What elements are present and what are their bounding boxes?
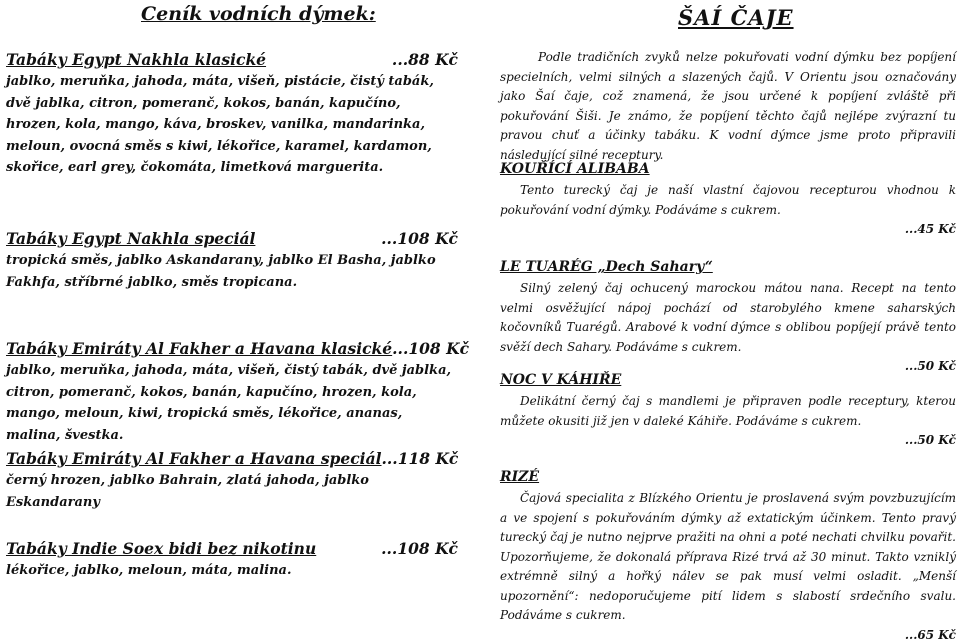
- tobacco-flavors: jablko, meruňka, jahoda, máta, višeň, pistácie, čistý tabák, dvě jablka, citron, pomeranč, kokos, banán, kapučíno, hrozen, kola, mango, káva, broskev, vanilka, mandarinka, meloun, ovocná směs s kiwi, lékořice, karamel, kardamon, skořice, earl grey, čokomáta, limetková marguerita.: [6, 74, 434, 175]
- tea-description: Čajová specialita z Blízkého Orientu je proslavená svým povzbuzujícím a ve spojení s pokuřováním dýmky až extatickým účinkem. Tento pravý turecký čaj je nutno nejprve pražiti na ohni a poté nechati chvilku povařit. Upozorňujeme, že dokonalá příprava Rizé trvá až 30 minut. Takto vzniklý extrémně silný a hořký nálev se pak musí velmi osladit. „Menší upozornění“: nedoporučujeme pití lidem s slabostí srdečního svalu. Podáváme s cukrem.: [500, 491, 956, 622]
- tea-description: Silný zelený čaj ochucený marockou mátou nana. Recept na tento velmi osvěžující nápoj pochází od starobylého kmene saharských kočovníků Tuarégů. Arabové k vodní dýmce s oblibou popíjejí právě tento svěží dech Sahary. Podáváme s cukrem.: [500, 281, 956, 354]
- tea-intro: Podle tradičních zvyků nelze pokuřovati vodní dýmku bez popíjení specielních, velmi silných a slazených čajů. V Orientu jsou označovány jako Šaí čaje, což znamená, že jsou určené k popíjení zvláště při pokuřování Šiši. Je známo, že popíjení těchto čajů nejlépe zvýrazní tu pravou chuť a účinky tabáku. K vodní dýmce jsme proto připravili následující silné receptury.: [500, 50, 956, 162]
- tea-price: ...45 Kč: [904, 222, 956, 236]
- tea-menu: [500, 0, 956, 642]
- tobacco-name: Tabáky Emiráty Al Fakher a Havana speciál: [6, 449, 382, 468]
- tea-name: KOUŘÍCÍ ALIBABA: [500, 161, 650, 177]
- tea-description: Tento turecký čaj je naší vlastní čajovou recepturou vhodnou k pokuřování vodní dýmky. Podáváme s cukrem.: [500, 183, 956, 217]
- tobacco-flavors: jablko, meruňka, jahoda, máta, višeň, čistý tabák, dvě jablka, citron, pomeranč, kokos, banán, kapučíno, hrozen, kola, mango, meloun, kiwi, tropická směs, lékořice, ananas, malina, švestka.: [6, 363, 452, 443]
- tobacco-item: [6, 449, 458, 513]
- tobacco-name: Tabáky Emiráty Al Fakher a Havana klasické: [6, 339, 393, 358]
- tobacco-heading: [6, 539, 458, 558]
- tea-description: Delikátní černý čaj s mandlemi je připraven podle receptury, kterou můžete okusiti již jen v daleké Káhiře. Podáváme s cukrem.: [500, 394, 956, 428]
- page-title: Ceník vodních dýmek:: [141, 3, 376, 25]
- tobacco-heading: [6, 229, 458, 248]
- tobacco-flavors: tropická směs, jablko Askandarany, jablko El Basha, jablko Fakhfa, stříbrné jablko, směs tropicana.: [6, 253, 436, 290]
- tobacco-heading: [6, 339, 470, 358]
- tobacco-heading: [6, 449, 458, 468]
- tobacco-flavors: černý hrozen, jablko Bahrain, zlatá jahoda, jablko Eskandarany: [6, 473, 369, 510]
- tea-price: ...50 Kč: [904, 433, 956, 447]
- tobacco-price: ...118 Kč: [381, 449, 459, 468]
- tobacco-name: Tabáky Indie Soex bidi bez nikotinu: [6, 539, 317, 558]
- tea-price: ...65 Kč: [904, 627, 956, 642]
- tobacco-heading: [6, 50, 458, 69]
- tea-name: NOC V KÁHIŘE: [500, 372, 622, 388]
- tea-item: [500, 371, 956, 449]
- tea-name: RIZÉ: [500, 469, 540, 485]
- tobacco-name: Tabáky Egypt Nakhla speciál: [6, 229, 256, 248]
- tobacco-item: [6, 539, 458, 582]
- tobacco-item: [6, 339, 470, 446]
- tobacco-price: ...108 Kč: [392, 339, 470, 358]
- tea-price: ...50 Kč: [904, 359, 956, 373]
- tobacco-item: [6, 229, 458, 293]
- tobacco-price: ...108 Kč: [381, 229, 458, 248]
- tea-name: LE TUARÉG „Dech Sahary“: [500, 259, 713, 275]
- tea-item: [500, 160, 956, 238]
- tobacco-flavors: lékořice, jablko, meloun, máta, malina.: [6, 563, 292, 578]
- tobacco-price: ...88 Kč: [391, 50, 458, 69]
- tobacco-price-list: [6, 0, 470, 615]
- tobacco-price: ...108 Kč: [381, 539, 458, 558]
- tea-section-title: ŠAÍ ČAJE: [678, 5, 794, 30]
- tea-item: [500, 468, 956, 644]
- tobacco-item: [6, 50, 458, 179]
- tobacco-name: Tabáky Egypt Nakhla klasické: [6, 50, 267, 69]
- tea-item: [500, 258, 956, 375]
